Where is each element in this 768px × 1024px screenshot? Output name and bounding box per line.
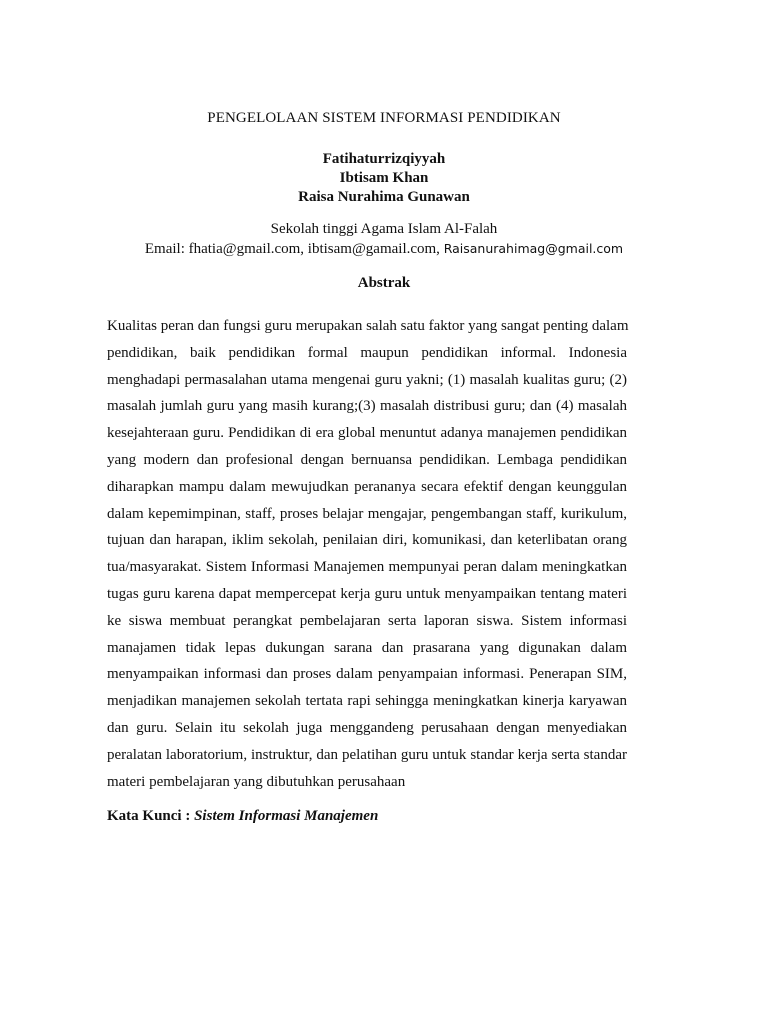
abstract-line: Kualitas peran dan fungsi guru merupakan salah satu faktor yang sangat penting dalam xyxy=(107,318,629,334)
abstract-line: peralatan laboratorium, instruktur, dan pelatihan guru untuk standar kerja serta standar xyxy=(107,746,627,763)
abstract-line: menjadikan manajemen sekolah tertata rapi sehingga meningkatkan kinerja karyawan xyxy=(107,693,627,710)
affiliation-block xyxy=(0,220,768,259)
abstract-line: tua/masyarakat. Sistem Informasi Manajemen mempunyai peran dalam meningkatkan xyxy=(107,559,627,576)
email-address-last: Raisanurahimag@gmail.com xyxy=(443,241,624,256)
abstract-line: dalam kepemimpinan, staff, proses belajar mengajar, pengembangan staff, kurikulum, xyxy=(107,505,627,522)
abstract-line: kesejahteraan guru. Pendidikan di era global menuntut adanya manajemen pendidikan xyxy=(107,425,627,442)
abstract-line: menghadapi permasalahan utama mengenai guru yakni; (1) masalah kualitas guru; (2) xyxy=(107,371,627,388)
abstract-body xyxy=(107,313,627,795)
email-line xyxy=(0,239,768,259)
author-name: Ibtisam Khan xyxy=(339,170,429,186)
abstract-line: dan guru. Selain itu sekolah juga menggandeng perusahaan dengan menyediakan xyxy=(107,719,627,736)
abstract-line: manajamen tidak lepas dukungan sarana dan prasarana yang digunakan dalam xyxy=(107,639,627,656)
author-name: Fatihaturrizqiyyah xyxy=(322,151,446,167)
affiliation: Sekolah tinggi Agama Islam Al-Falah xyxy=(270,221,498,237)
keywords-label: Kata Kunci : xyxy=(107,808,191,824)
abstract-line: masalah jumlah guru yang masih kurang;(3) masalah distribusi guru; dan (4) masalah xyxy=(107,398,627,415)
abstract-line: materi pembelajaran yang dibutuhkan perusahaan xyxy=(107,773,406,790)
author-list xyxy=(0,150,768,207)
abstract-heading: Abstrak xyxy=(357,275,411,291)
abstract-line: yang modern dan profesional dengan bernuansa pendidikan. Lembaga pendidikan xyxy=(107,451,627,468)
keywords-value: Sistem Informasi Manajemen xyxy=(194,808,379,824)
author-name: Raisa Nurahima Gunawan xyxy=(298,189,470,205)
keywords xyxy=(107,808,378,825)
abstract-line: diharapkan mampu dalam mewujudkan perananya secara efektif dengan keunggulan xyxy=(107,478,627,495)
paper-title: PENGELOLAAN SISTEM INFORMASI PENDIDIKAN xyxy=(207,110,561,126)
abstract-line: menyampaikan informasi dan proses dalam penyampaian informasi. Penerapan SIM, xyxy=(107,666,627,683)
abstract-line: pendidikan, baik pendidikan formal maupun pendidikan informal. Indonesia xyxy=(107,344,627,361)
abstract-line: tujuan dan harapan, iklim sekolah, penilaian diri, komunikasi, dan keterlibatan orang xyxy=(107,532,627,549)
abstract-line: tugas guru karena dapat mempercepat kerja guru untuk menyampaikan tentang materi xyxy=(107,585,627,602)
abstract-line: ke siswa membuat perangkat pembelajaran serta laporan siswa. Sistem informasi xyxy=(107,612,627,629)
email-addresses: Email: fhatia@gmail.com, ibtisam@gamail.com, xyxy=(144,241,440,257)
